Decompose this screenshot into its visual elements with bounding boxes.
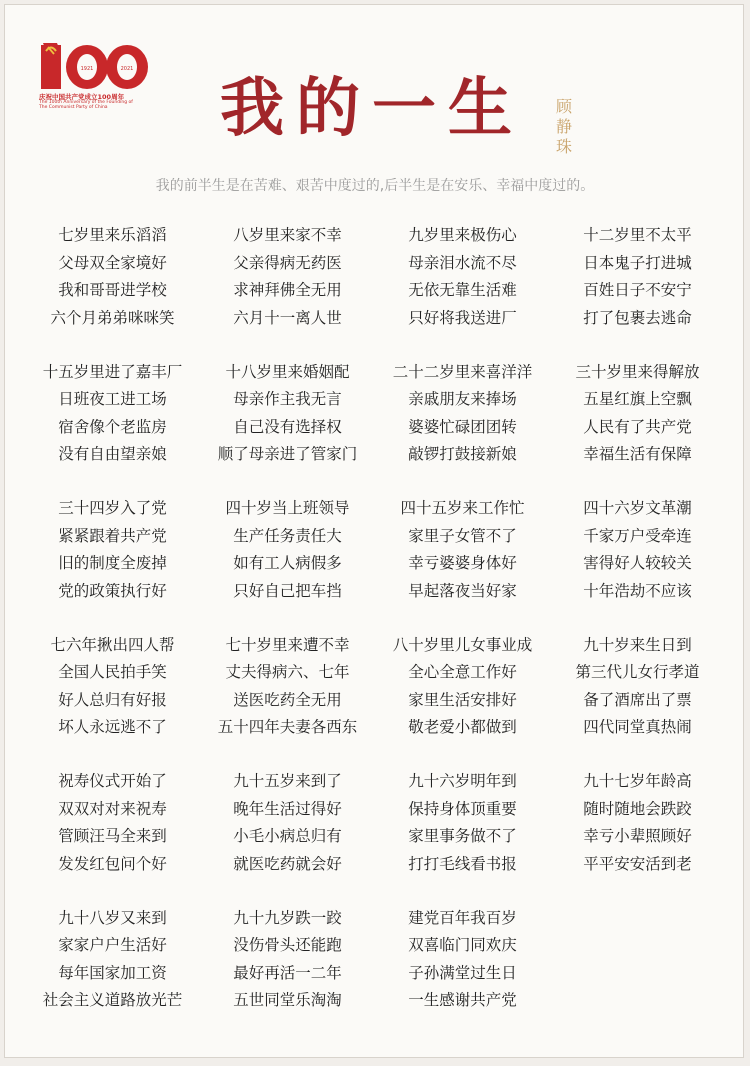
- poem-line: 双双对对来祝寿: [58, 799, 167, 818]
- stanza: [200, 222, 375, 359]
- poem-line: 日本鬼子打进城: [583, 253, 692, 272]
- poem-line: 五世同堂乐淘淘: [233, 991, 342, 1009]
- stanza: [550, 632, 725, 769]
- poem-line: 十五岁里进了嘉丰厂: [42, 362, 183, 381]
- logo-caption-cn: 庆祝中国共产党成立100周年: [39, 93, 125, 101]
- poem-line: 全心全意工作好: [408, 663, 517, 681]
- poem-line: 七岁里来乐滔滔: [58, 226, 167, 244]
- stanza-row: [25, 768, 725, 905]
- poem-line: 坏人永远逃不了: [58, 718, 167, 736]
- poem-line: 保持身体顶重要: [408, 799, 517, 818]
- poem-line: 十八岁里来婚姻配: [225, 362, 350, 381]
- poem-line: 双喜临门同欢庆: [408, 936, 517, 954]
- poem-title: 我的一生: [220, 71, 524, 146]
- poem-line: 十二岁里不太平: [583, 226, 692, 244]
- poem-line: 晚年生活过得好: [233, 799, 342, 818]
- stanza: [375, 905, 550, 1042]
- stanza: [375, 768, 550, 905]
- poem-line: 九十五岁来到了: [233, 772, 342, 790]
- stanza: [550, 495, 725, 632]
- stanza-row: [25, 905, 725, 1042]
- poem-line: 打了包裹去逃命: [583, 308, 692, 327]
- logo-year-right: 2021: [120, 66, 134, 72]
- poem-line: 八十岁里儿女事业成: [392, 635, 533, 654]
- stanza: [375, 632, 550, 769]
- poem-line: 亲戚朋友来捧场: [408, 390, 517, 408]
- stanza: [550, 359, 725, 496]
- poem-line: 祝寿仪式开始了: [58, 772, 167, 790]
- poem-subtitle: 我的前半生是在苦难、艰苦中度过的,后半生是在安乐、幸福中度过的。: [155, 178, 595, 194]
- stanza: [375, 495, 550, 632]
- poem-line: 顺了母亲进了管家门: [217, 445, 358, 463]
- poem-line: 无依无靠生活难: [408, 281, 517, 299]
- poem-line: 敬老爱小都做到: [408, 718, 517, 736]
- poem-line: 没伤骨头还能跑: [233, 936, 342, 954]
- stanza: [375, 222, 550, 359]
- poem-line: 九十七岁年龄高: [583, 772, 692, 790]
- poem-line: 家里生活安排好: [408, 690, 517, 709]
- poem-line: 百姓日子不安宁: [583, 281, 692, 299]
- poem-line: 母亲作主我无言: [233, 390, 342, 408]
- stanza: [200, 359, 375, 496]
- poem-line: 求神拜佛全无用: [233, 281, 342, 299]
- poem-line: 社会主义道路放光芒: [42, 991, 183, 1009]
- poem-line: 父亲得病无药医: [233, 253, 342, 272]
- poem-line: 四十岁当上班领导: [225, 499, 350, 517]
- poem-line: 我和哥哥进学校: [58, 281, 167, 299]
- stanza: [200, 905, 375, 1042]
- poem-line: 九十九岁跌一跤: [233, 908, 342, 927]
- poem-line: 害得好人较较关: [583, 554, 692, 572]
- poem-line: 如有工人病假多: [233, 554, 342, 572]
- stanza: [25, 495, 200, 632]
- logo-year-left: 1921: [80, 66, 94, 72]
- stanza: [200, 632, 375, 769]
- poem-line: 家家户户生活好: [58, 936, 167, 954]
- poem-line: 随时随地会跌跤: [583, 799, 692, 818]
- poem-line: 九十六岁明年到: [408, 772, 517, 790]
- poem-line: 九岁里来极伤心: [408, 226, 517, 244]
- poem-line: 幸福生活有保障: [583, 445, 692, 463]
- poem-line: 小毛小病总归有: [233, 827, 342, 845]
- poem-line: 六个月弟弟咪咪笑: [50, 308, 175, 327]
- poem-line: 十年浩劫不应该: [583, 581, 692, 600]
- logo-caption-en-2: The Communist Party of China: [39, 105, 108, 111]
- poem-line: 二十二岁里来喜洋洋: [392, 362, 533, 381]
- logo-caption-en-1: The 100th Anniversary of the Founding of: [39, 100, 133, 106]
- poem-line: 父母双全家境好: [58, 253, 167, 272]
- poem-line: 早起落夜当好家: [408, 581, 517, 600]
- poem-line: 只好自己把车挡: [233, 581, 342, 600]
- poem-line: 幸亏小辈照顾好: [583, 827, 692, 845]
- poem-line: 七十岁里来遭不幸: [225, 635, 350, 654]
- poem-line: 母亲泪水流不尽: [408, 253, 517, 272]
- poem-line: 子孙满堂过生日: [408, 963, 517, 982]
- stanza: [25, 632, 200, 769]
- poem-line: 发发红包问个好: [58, 854, 167, 873]
- poem-line: 八岁里来家不幸: [233, 226, 342, 244]
- poem-line: 九十八岁又来到: [58, 908, 167, 927]
- stanza: [200, 768, 375, 905]
- poem-line: 丈夫得病六、七年: [225, 663, 350, 681]
- poem-line: 五十四年夫妻各西东: [217, 718, 358, 736]
- poem-line: 四十五岁来工作忙: [400, 499, 525, 517]
- poem-line: 平平安安活到老: [583, 854, 692, 873]
- poem-line: 七六年揪出四人帮: [50, 635, 175, 654]
- poem-line: 每年国家加工资: [58, 963, 167, 982]
- poem-line: 日班夜工进工场: [58, 390, 167, 408]
- stanza: [25, 768, 200, 905]
- poem-line: 紧紧跟着共产党: [58, 526, 167, 545]
- stanza: [25, 359, 200, 496]
- stanza-row: [25, 222, 725, 359]
- poem-line: 全国人民拍手笑: [58, 663, 167, 681]
- poem-line: 建党百年我百岁: [408, 908, 517, 927]
- stanza: [200, 495, 375, 632]
- poem-line: 自己没有选择权: [233, 417, 342, 436]
- poem-line: 打打毛线看书报: [408, 854, 517, 873]
- poem-line: 五星红旗上空飘: [583, 390, 692, 408]
- poem-line: 人民有了共产党: [583, 417, 692, 436]
- stanza: [375, 359, 550, 496]
- stanza: [25, 905, 200, 1042]
- poem-line: 备了酒席出了票: [583, 690, 692, 709]
- stanza: [550, 905, 725, 1042]
- poem-line: 只好将我送进厂: [408, 308, 517, 327]
- poem-author: 顾静珠: [555, 97, 572, 156]
- stanza-row: [25, 632, 725, 769]
- stanza: [25, 222, 200, 359]
- poem-page: [4, 4, 744, 1058]
- poem-line: 四代同堂真热闹: [583, 718, 692, 736]
- poem-line: 宿舍像个老监房: [58, 417, 167, 436]
- centenary-emblem-icon: [39, 39, 149, 91]
- poem-line: 九十岁来生日到: [583, 635, 692, 654]
- poem-line: 一生感谢共产党: [408, 991, 517, 1009]
- poem-line: 幸亏婆婆身体好: [408, 554, 517, 572]
- logo-caption: [39, 94, 159, 111]
- party-centenary-logo: [39, 39, 159, 129]
- poem-line: 生产任务责任大: [233, 526, 342, 545]
- poem-line: 送医吃药全无用: [233, 690, 342, 709]
- poem-line: 就医吃药就会好: [233, 854, 342, 873]
- poem-line: 没有自由望亲娘: [58, 445, 167, 463]
- poem-line: 三十四岁入了党: [58, 499, 167, 517]
- poem-line: 好人总归有好报: [58, 690, 167, 709]
- poem-line: 旧的制度全废掉: [58, 554, 167, 572]
- stanza: [550, 768, 725, 905]
- stanza-row: [25, 359, 725, 496]
- poem-line: 六月十一离人世: [233, 308, 342, 327]
- poem-line: 第三代儿女行孝道: [575, 663, 700, 681]
- stanza-row: [25, 495, 725, 632]
- poem-line: 敲锣打鼓接新娘: [408, 445, 517, 463]
- poem-line: 家里事务做不了: [408, 827, 517, 845]
- poem-line: 家里子女管不了: [408, 526, 517, 545]
- poem-line: 三十岁里来得解放: [575, 362, 700, 381]
- poem-line: 党的政策执行好: [58, 581, 167, 600]
- poem-line: 婆婆忙碌团团转: [408, 417, 517, 436]
- stanza: [550, 222, 725, 359]
- poem-stanzas: [25, 222, 725, 1041]
- poem-line: 四十六岁文革潮: [583, 499, 692, 517]
- poem-line: 最好再活一二年: [233, 963, 342, 982]
- poem-line: 千家万户受牵连: [583, 526, 692, 545]
- poem-line: 管顾汪马全来到: [58, 827, 167, 845]
